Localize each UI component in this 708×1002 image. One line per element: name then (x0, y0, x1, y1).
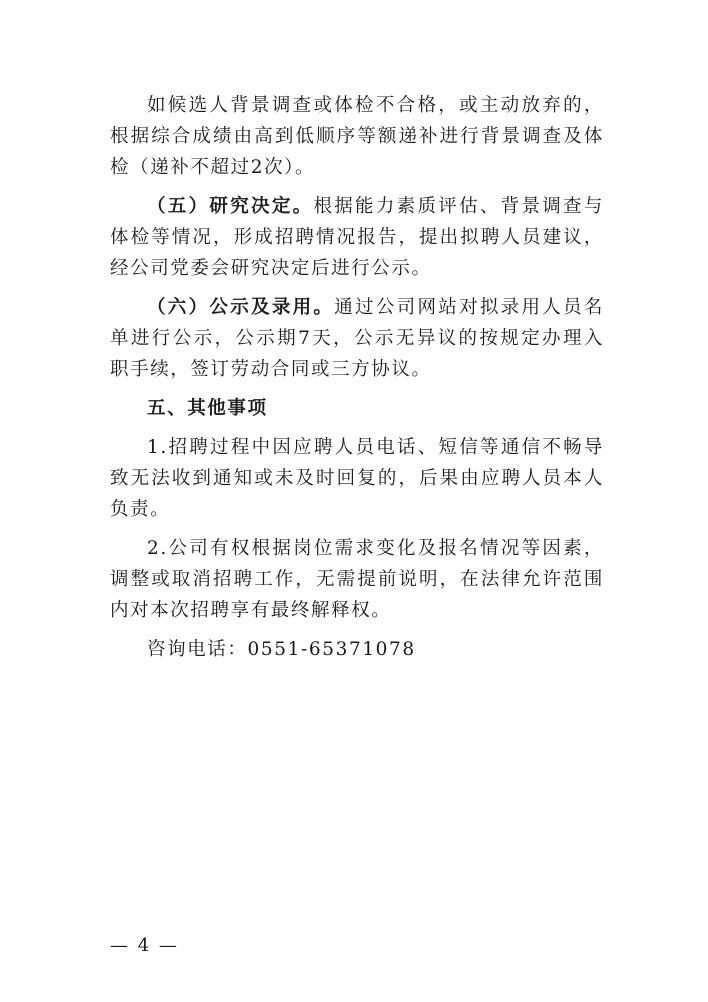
paragraph-publicity-hiring (110, 292, 604, 385)
paragraph-text: 通过公司网站对拟录用人员名单进行公示，公示期7天，公示无异议的按规定办理入职手续，签订劳动合同或三方协议。 (110, 297, 604, 380)
paragraph-text: 根据能力素质评估、背景调查与体检等情况，形成招聘情况报告，提出拟聘人员建议，经公司党委会研究决定后进行公示。 (110, 196, 604, 279)
paragraph-text: 如候选人背景调查或体检不合格，或主动放弃的，根据综合成绩由高到低顺序等额递补进行背景调查及体检（递补不超过2次）。 (110, 95, 604, 178)
contact-phone: 咨询电话：0551-65371078 (147, 639, 416, 660)
document-body (110, 90, 604, 665)
list-item-text: 1.招聘过程中因应聘人员电话、短信等通信不畅导致无法收到通知或未及时回复的，后果由应聘人员本人负责。 (110, 437, 604, 520)
list-item-text: 2.公司有权根据岗位需求变化及报名情况等因素，调整或取消招聘工作，无需提前说明，在法律允许范围内对本次招聘享有最终解释权。 (110, 538, 604, 621)
paragraph-label: （五）研究决定。 (147, 196, 314, 217)
list-item (110, 533, 604, 626)
page-number: — 4 — (110, 935, 179, 956)
paragraph-backfill (110, 90, 604, 183)
paragraph-research-decision (110, 191, 604, 284)
list-item (110, 432, 604, 525)
paragraph-label: （六）公示及录用。 (147, 297, 335, 318)
section-heading: 五、其他事项 (147, 398, 268, 419)
